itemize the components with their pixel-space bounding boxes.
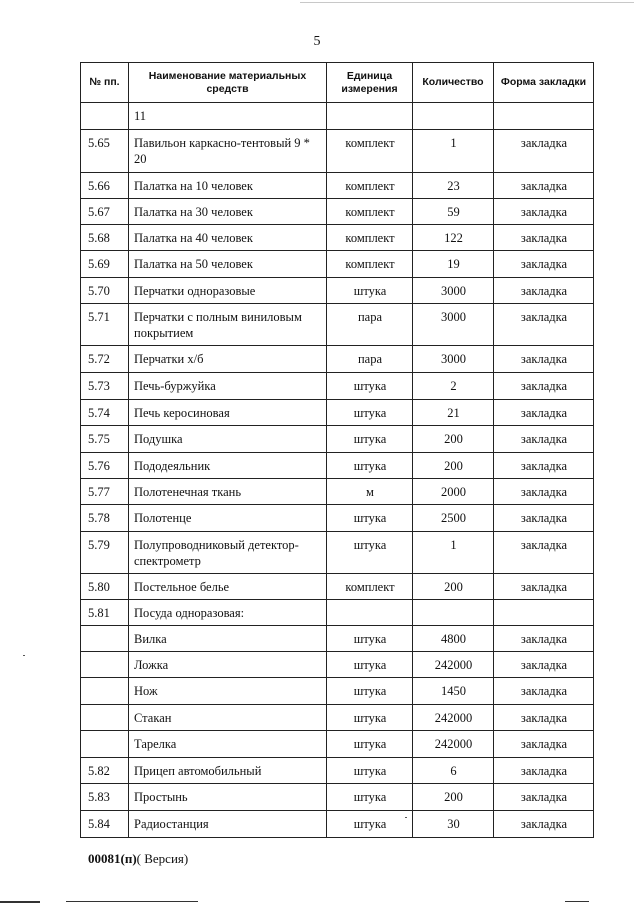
row-quantity: 19 bbox=[413, 251, 494, 278]
table-row bbox=[81, 251, 594, 278]
row-quantity: 23 bbox=[413, 173, 494, 199]
row-form bbox=[494, 103, 594, 130]
row-number: 5.82 bbox=[81, 758, 129, 784]
row-number bbox=[81, 705, 129, 731]
row-quantity: 59 bbox=[413, 199, 494, 225]
row-quantity: 2500 bbox=[413, 505, 494, 532]
row-unit: штука bbox=[327, 373, 413, 400]
row-form: закладка bbox=[494, 400, 594, 426]
table-row bbox=[81, 705, 594, 731]
document-code: 00081(п) bbox=[88, 851, 137, 866]
row-unit: штука bbox=[327, 278, 413, 304]
row-form: закладка bbox=[494, 505, 594, 532]
header-name: Наименование материальных средств bbox=[129, 63, 327, 103]
row-name: Полупроводниковый детектор-спектрометр bbox=[129, 532, 327, 574]
row-name: Полотенечная ткань bbox=[129, 479, 327, 505]
table-row bbox=[81, 103, 594, 130]
row-number: 5.73 bbox=[81, 373, 129, 400]
row-number: 5.72 bbox=[81, 346, 129, 373]
row-number: 5.68 bbox=[81, 225, 129, 251]
scan-top-rule bbox=[300, 2, 634, 3]
row-form bbox=[494, 600, 594, 626]
row-unit: комплект bbox=[327, 173, 413, 199]
table-row bbox=[81, 652, 594, 678]
row-name: Посуда одноразовая: bbox=[129, 600, 327, 626]
table-row bbox=[81, 574, 594, 600]
row-unit: штука bbox=[327, 626, 413, 652]
row-unit bbox=[327, 600, 413, 626]
row-unit: штука bbox=[327, 426, 413, 453]
row-quantity: 1 bbox=[413, 532, 494, 574]
table-row bbox=[81, 532, 594, 574]
row-name: Палатка на 10 человек bbox=[129, 173, 327, 199]
row-name: Палатка на 50 человек bbox=[129, 251, 327, 278]
row-quantity: 4800 bbox=[413, 626, 494, 652]
row-name: Печь-буржуйка bbox=[129, 373, 327, 400]
row-unit: штука bbox=[327, 453, 413, 479]
row-name: Печь керосиновая bbox=[129, 400, 327, 426]
row-number bbox=[81, 678, 129, 705]
document-version: ( Версия) bbox=[136, 851, 189, 866]
row-form: закладка bbox=[494, 705, 594, 731]
row-unit: штука bbox=[327, 532, 413, 574]
row-number: 5.76 bbox=[81, 453, 129, 479]
row-name: Полотенце bbox=[129, 505, 327, 532]
row-unit: штука bbox=[327, 784, 413, 811]
page-number: 5 bbox=[313, 34, 321, 49]
table-row bbox=[81, 626, 594, 652]
table-row bbox=[81, 758, 594, 784]
row-unit bbox=[327, 103, 413, 130]
row-number bbox=[81, 626, 129, 652]
row-number: 5.67 bbox=[81, 199, 129, 225]
row-name: Постельное белье bbox=[129, 574, 327, 600]
row-quantity: 3000 bbox=[413, 346, 494, 373]
row-quantity: 1 bbox=[413, 130, 494, 173]
row-form: закладка bbox=[494, 479, 594, 505]
row-form: закладка bbox=[494, 199, 594, 225]
row-unit: пара bbox=[327, 304, 413, 346]
row-quantity: 200 bbox=[413, 574, 494, 600]
row-number: 5.81 bbox=[81, 600, 129, 626]
row-quantity: 3000 bbox=[413, 304, 494, 346]
row-form: закладка bbox=[494, 453, 594, 479]
table-row bbox=[81, 678, 594, 705]
row-quantity: 242000 bbox=[413, 731, 494, 758]
row-number: 5.77 bbox=[81, 479, 129, 505]
row-name: Пододеяльник bbox=[129, 453, 327, 479]
row-quantity: 2 bbox=[413, 373, 494, 400]
row-name: Палатка на 30 человек bbox=[129, 199, 327, 225]
row-number: 5.78 bbox=[81, 505, 129, 532]
row-unit: штука bbox=[327, 652, 413, 678]
row-form: закладка bbox=[494, 373, 594, 400]
row-form: закладка bbox=[494, 731, 594, 758]
row-unit: м bbox=[327, 479, 413, 505]
row-unit: комплект bbox=[327, 225, 413, 251]
row-number bbox=[81, 731, 129, 758]
row-name: Ложка bbox=[129, 652, 327, 678]
row-quantity: 122 bbox=[413, 225, 494, 251]
header-unit: Единица измерения bbox=[327, 63, 413, 103]
row-form: закладка bbox=[494, 678, 594, 705]
table-row bbox=[81, 784, 594, 811]
row-form: закладка bbox=[494, 173, 594, 199]
row-form: закладка bbox=[494, 811, 594, 838]
row-name: Нож bbox=[129, 678, 327, 705]
row-quantity: 6 bbox=[413, 758, 494, 784]
row-unit: комплект bbox=[327, 130, 413, 173]
row-form: закладка bbox=[494, 304, 594, 346]
row-number: 5.84 bbox=[81, 811, 129, 838]
row-unit: штука bbox=[327, 505, 413, 532]
row-name: Перчатки с полным виниловым покрытием bbox=[129, 304, 327, 346]
row-number: 5.80 bbox=[81, 574, 129, 600]
scan-edge-mark bbox=[0, 901, 40, 903]
row-number: 5.79 bbox=[81, 532, 129, 574]
row-quantity: 200 bbox=[413, 784, 494, 811]
table-row bbox=[81, 130, 594, 173]
table-header-row bbox=[81, 63, 594, 103]
row-name: Прицеп автомобильный bbox=[129, 758, 327, 784]
row-unit: штука bbox=[327, 678, 413, 705]
row-number: 5.70 bbox=[81, 278, 129, 304]
row-form: закладка bbox=[494, 251, 594, 278]
table-row bbox=[81, 225, 594, 251]
table-row bbox=[81, 278, 594, 304]
scan-edge-mark bbox=[565, 901, 589, 902]
row-unit: комплект bbox=[327, 574, 413, 600]
table-row bbox=[81, 173, 594, 199]
header-form: Форма закладки bbox=[494, 63, 594, 103]
row-name: Палатка на 40 человек bbox=[129, 225, 327, 251]
row-number: 5.83 bbox=[81, 784, 129, 811]
table-row bbox=[81, 346, 594, 373]
row-number bbox=[81, 652, 129, 678]
row-name: Простынь bbox=[129, 784, 327, 811]
row-quantity: 1450 bbox=[413, 678, 494, 705]
row-name: Перчатки х/б bbox=[129, 346, 327, 373]
row-name: Перчатки одноразовые bbox=[129, 278, 327, 304]
row-unit: штука bbox=[327, 731, 413, 758]
row-unit: комплект bbox=[327, 251, 413, 278]
row-quantity: 3000 bbox=[413, 278, 494, 304]
row-name: Вилка bbox=[129, 626, 327, 652]
row-quantity: 2000 bbox=[413, 479, 494, 505]
row-form: закладка bbox=[494, 426, 594, 453]
row-form: закладка bbox=[494, 225, 594, 251]
row-number: 5.69 bbox=[81, 251, 129, 278]
row-form: закладка bbox=[494, 574, 594, 600]
row-quantity: 21 bbox=[413, 400, 494, 426]
row-number: 5.75 bbox=[81, 426, 129, 453]
table-row bbox=[81, 505, 594, 532]
row-name: Подушка bbox=[129, 426, 327, 453]
row-number: 5.65 bbox=[81, 130, 129, 173]
row-quantity: 30 bbox=[413, 811, 494, 838]
table-row bbox=[81, 600, 594, 626]
table-row bbox=[81, 811, 594, 838]
table-row bbox=[81, 731, 594, 758]
row-unit: штука bbox=[327, 758, 413, 784]
row-number: 5.66 bbox=[81, 173, 129, 199]
row-name: Радиостанция bbox=[129, 811, 327, 838]
row-name: 11 bbox=[129, 103, 327, 130]
row-quantity: 200 bbox=[413, 426, 494, 453]
row-quantity: 242000 bbox=[413, 705, 494, 731]
row-quantity bbox=[413, 103, 494, 130]
table-row bbox=[81, 199, 594, 225]
row-number: 5.74 bbox=[81, 400, 129, 426]
table-row bbox=[81, 479, 594, 505]
scan-edge-mark bbox=[66, 901, 198, 902]
row-unit: пара bbox=[327, 346, 413, 373]
table-row bbox=[81, 453, 594, 479]
table-row bbox=[81, 426, 594, 453]
header-number: № пп. bbox=[81, 63, 129, 103]
row-number bbox=[81, 103, 129, 130]
row-form: закладка bbox=[494, 130, 594, 173]
row-quantity bbox=[413, 600, 494, 626]
table-row bbox=[81, 373, 594, 400]
row-name: Стакан bbox=[129, 705, 327, 731]
row-form: закладка bbox=[494, 758, 594, 784]
row-unit: штука bbox=[327, 811, 413, 838]
table-body bbox=[81, 103, 594, 838]
row-unit: комплект bbox=[327, 199, 413, 225]
row-form: закладка bbox=[494, 652, 594, 678]
document-footer bbox=[88, 851, 188, 867]
row-unit: штука bbox=[327, 400, 413, 426]
row-unit: штука bbox=[327, 705, 413, 731]
row-form: закладка bbox=[494, 626, 594, 652]
header-quantity: Количество bbox=[413, 63, 494, 103]
table-row bbox=[81, 304, 594, 346]
row-form: закладка bbox=[494, 784, 594, 811]
row-number: 5.71 bbox=[81, 304, 129, 346]
materials-table bbox=[80, 62, 594, 838]
table-row bbox=[81, 400, 594, 426]
scan-speck bbox=[405, 817, 407, 818]
row-quantity: 242000 bbox=[413, 652, 494, 678]
row-form: закладка bbox=[494, 532, 594, 574]
row-form: закладка bbox=[494, 278, 594, 304]
row-form: закладка bbox=[494, 346, 594, 373]
row-name: Тарелка bbox=[129, 731, 327, 758]
row-quantity: 200 bbox=[413, 453, 494, 479]
row-name: Павильон каркасно-тентовый 9 * 20 bbox=[129, 130, 327, 173]
scan-speck bbox=[23, 655, 25, 656]
